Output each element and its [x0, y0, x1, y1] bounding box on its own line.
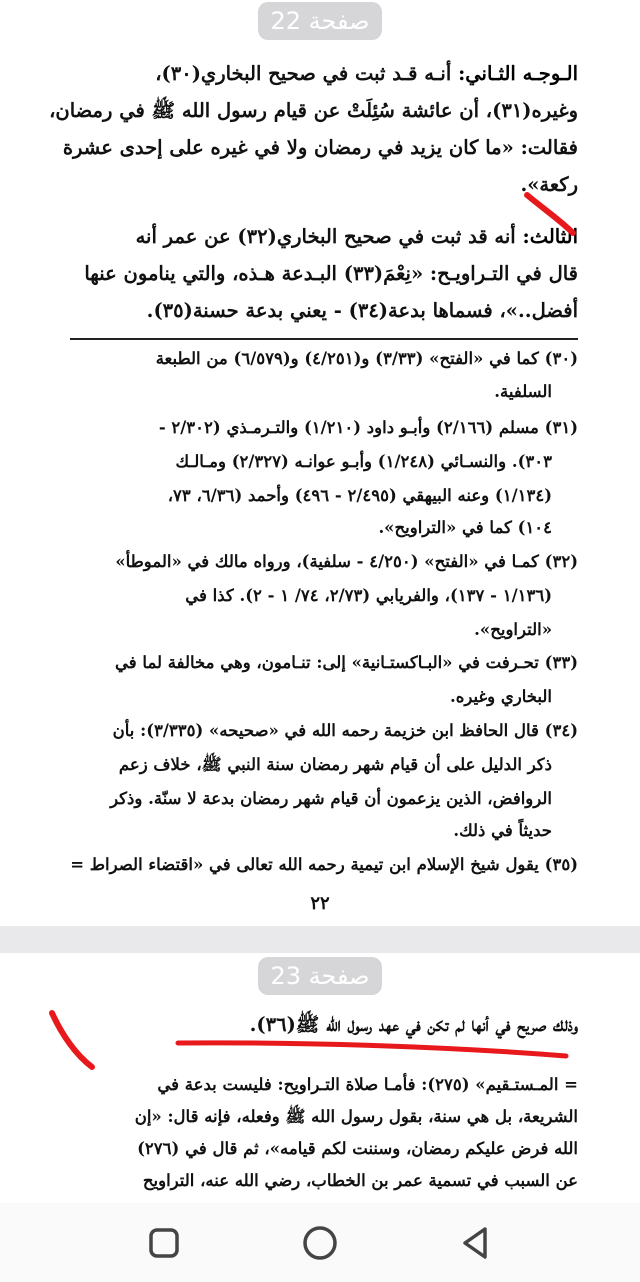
footnote-line: (٣١) مسلم (٢/١٦٦) وأبـو داود (١/٢١٠) والتـرمـذي (٢/٣٠٢ -	[158, 418, 578, 437]
footnote-line: (١/١٣٦ - ١٣٧)، والفريابي (٢/٧٣، ٧٤/ ١ - ٢). كذا في	[185, 586, 552, 605]
footnote-line: الله فرض عليكم رمضان، وسننت لكم قيامه»، ثم قال في (٢٧٦)	[137, 1139, 578, 1158]
footnote-line: (٣٤) قال الحافظ ابن خزيمة رحمه الله في «صحيحه» (٣/٣٣٥): بأن	[112, 721, 578, 740]
footnote-line: = المـستـقيم» (٢٧٥): فأمـا صلاة التـراويح: فليست بدعة في	[157, 1075, 578, 1094]
footnote-line: السلفية.	[494, 382, 552, 401]
footnote-line: (٣٥) يقول شيخ الإسلام ابن تيمية رحمه الله تعالى في «اقتضاء الصراط =	[70, 855, 578, 874]
page-badge: صفحة 23	[258, 957, 382, 995]
main-text-line: أفضل..»، فسماها بدعة(٣٤) - يعني بدعة حسنة(٣٥).	[146, 299, 578, 322]
main-text-line: الـوجـه الثـاني: أنـه قـد ثبت في صحيح البخاري(٣٠)،	[155, 62, 578, 85]
navigation-bar	[0, 1203, 640, 1282]
footnote-line: (٣٣) تحـرفت في «البـاكستـانية» إلى: تنـامون، وهي مخالفة لما في	[115, 653, 578, 672]
main-text-line: وذلك صريح في أنها لم تكن في عهد رسول الله ﷺ(٣٦).	[249, 1013, 578, 1036]
page-23	[0, 953, 640, 1203]
footnote-line: عن السبب في تسمية عمر بن الخطاب، رضي الله عنه، التراويح	[142, 1171, 578, 1190]
back-icon[interactable]	[454, 1221, 498, 1265]
main-text-line: وغيره(٣١)، أن عائشة سُئِلَتْ عن قيام رسول الله ﷺ في رمضان،	[49, 99, 578, 122]
footnote-line: ٣٠٣). والنسـائي (١/٢٤٨) وأبـو عوانـه (٢/٣٢٧) ومـالـك	[175, 452, 552, 471]
footnote-line: ١٠٤) كما في «التراويح».	[378, 518, 552, 537]
footnote-line: البخاري وغيره.	[450, 687, 552, 706]
footnote-line: ذكر الدليل على أن قيام شهر رمضان سنة النبي ﷺ، خلاف زعم	[118, 755, 552, 774]
footnote-separator	[70, 338, 578, 340]
main-text-line: ركعة».	[520, 173, 578, 196]
main-text-line: فقالت: «ما كان يزيد في رمضان ولا في غيره على إحدى عشرة	[62, 136, 578, 159]
footnote-line: الروافض، الذين يزعمون أن قيام شهر رمضان بدعة لا سنّة. وذكر	[110, 789, 552, 808]
home-icon[interactable]	[298, 1221, 342, 1265]
footnote-line: حديثاً في ذلك.	[453, 821, 552, 840]
footnote-line: (١/١٣٤) وعنه البيهقي (٢/٤٩٥ - ٤٩٦) وأحمد (٦/٣٦، ٧٣،	[167, 486, 552, 505]
recent-apps-icon[interactable]	[142, 1221, 186, 1265]
footnote-line: (٣٠) كما في «الفتح» (٣/٣٣) و(٤/٢٥١) و(٦/٥٧٩) من الطبعة	[155, 349, 578, 368]
footnote-line: «التراويح».	[474, 620, 552, 639]
main-text-line: الثالث: أنه قد ثبت في صحيح البخاري(٣٢) عن عمر أنه	[135, 225, 578, 248]
main-text-line: قال في التـراويـح: «نِعْمَ(٣٣) البـدعة هـذه، والتي ينامون عنها	[84, 262, 578, 285]
page-badge: صفحة 22	[258, 2, 382, 40]
footnote-line: (٣٢) كمـا في «الفتح» (٤/٢٥٠ - سلفية)، ورواه مالك في «الموطأ»	[115, 552, 578, 571]
footnote-line: الشريعة، بل هي سنة، بقول رسول الله ﷺ وفعله، فإنه قال: «إن	[134, 1107, 578, 1126]
page-number: ٢٢	[310, 893, 330, 914]
